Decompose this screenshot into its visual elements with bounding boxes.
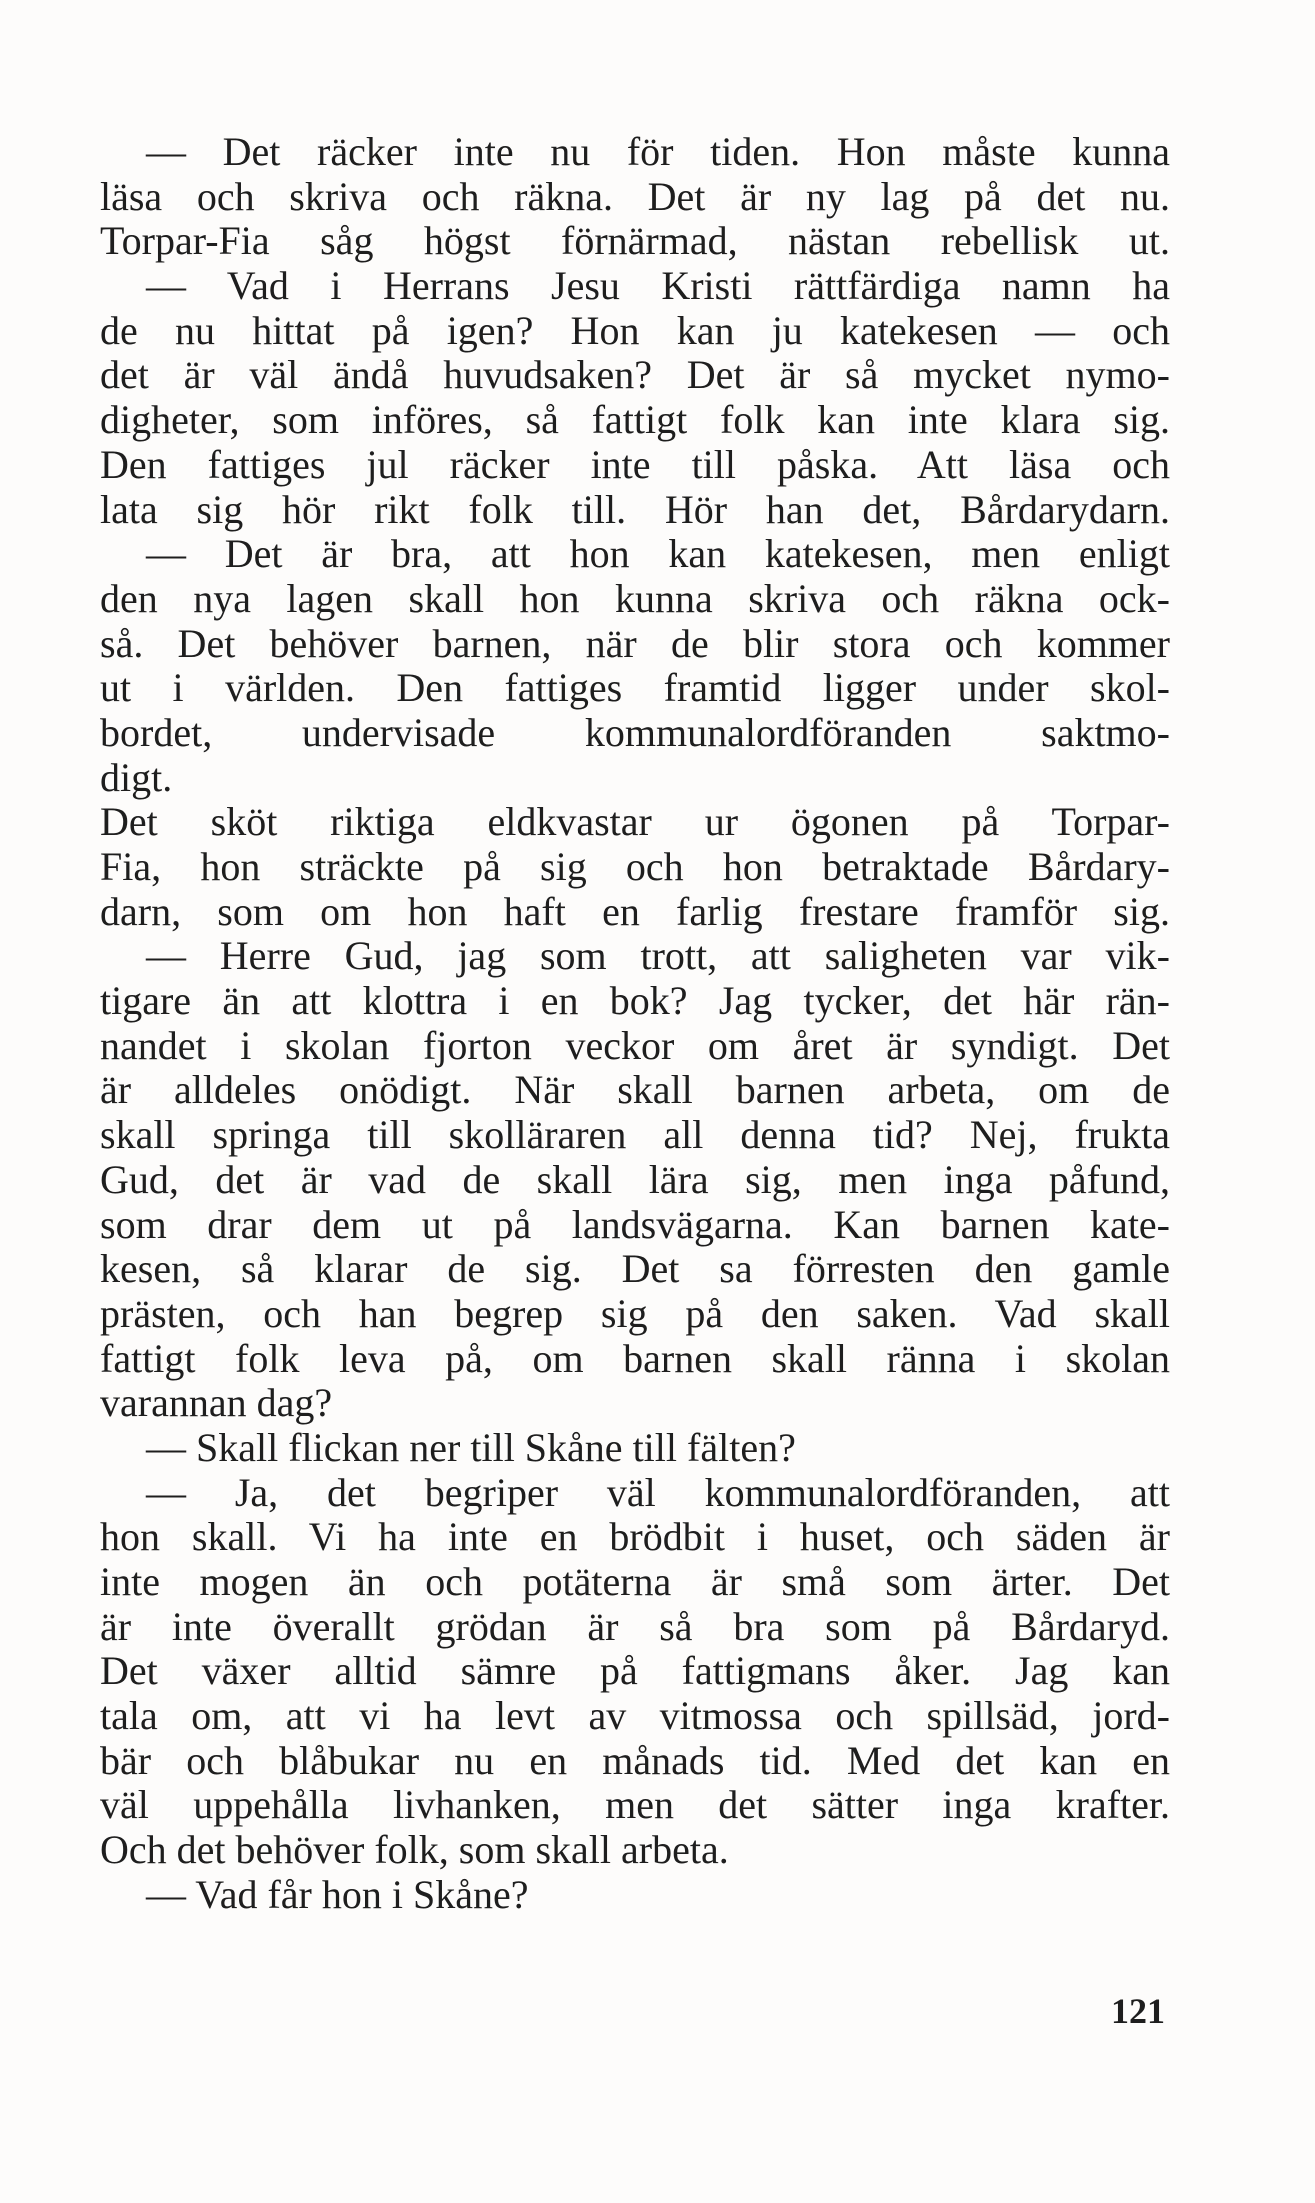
text-line: fattigt folk leva på, om barnen skall ränna i skolan (100, 1335, 1170, 1381)
text-line: som drar dem ut på landsvägarna. Kan barnen kate- (100, 1201, 1170, 1247)
text-line: bär och blåbukar nu en månads tid. Med det kan en (100, 1737, 1170, 1783)
text-line: Torpar-Fia såg högst förnärmad, nästan rebellisk ut. (100, 218, 1170, 264)
text-line: tala om, att vi ha levt av vitmossa och spillsäd, jord- (100, 1693, 1170, 1739)
text-line: Det växer alltid sämre på fattigmans åker. Jag kan (100, 1648, 1170, 1694)
body-text (100, 130, 1170, 1918)
text-line: Fia, hon sträckte på sig och hon betraktade Bårdary- (100, 844, 1170, 889)
text-line: — Vad i Herrans Jesu Kristi rättfärdiga namn ha (146, 263, 1170, 309)
text-line: — Skall flickan ner till Skåne till fälten? (146, 1424, 796, 1470)
text-line: är inte överallt grödan är så bra som på Bårdaryd. (100, 1603, 1170, 1649)
text-line: — Ja, det begriper väl kommunalordföranden, att (146, 1469, 1170, 1515)
text-line: digt. (100, 754, 173, 800)
text-line: bordet, undervisade kommunalordföranden saktmo- (100, 709, 1170, 755)
text-line: den nya lagen skall hon kunna skriva och räkna ock- (100, 575, 1170, 621)
text-line: — Det är bra, att hon kan katekesen, men enligt (146, 531, 1170, 577)
text-line: darn, som om hon haft en farlig frestare framför sig. (100, 888, 1170, 934)
text-line: läsa och skriva och räkna. Det är ny lag på det nu. (100, 173, 1170, 219)
text-line: inte mogen än och potäterna är små som ärter. Det (100, 1559, 1170, 1604)
text-line: hon skall. Vi ha inte en brödbit i huset, och säden är (100, 1514, 1170, 1560)
text-line: kesen, så klarar de sig. Det sa förresten den gamle (100, 1246, 1170, 1292)
text-line: Det sköt riktiga eldkvastar ur ögonen på Torpar- (100, 799, 1170, 845)
text-line: tigare än att klottra i en bok? Jag tycker, det här rän- (100, 978, 1170, 1024)
text-line: ut i världen. Den fattiges framtid ligger under skol- (100, 665, 1170, 711)
text-line: det är väl ändå huvudsaken? Det är så mycket nymo- (100, 352, 1170, 398)
text-line: Den fattiges jul räcker inte till påska. Att läsa och (100, 441, 1170, 487)
text-line: — Det räcker inte nu för tiden. Hon måste kunna (146, 129, 1170, 174)
text-line: Och det behöver folk, som skall arbeta. (100, 1827, 729, 1873)
text-line: digheter, som införes, så fattigt folk kan inte klara sig. (100, 397, 1170, 443)
text-line: väl uppehålla livhanken, men det sätter inga krafter. (100, 1782, 1170, 1828)
text-line: är alldeles onödigt. När skall barnen arbeta, om de (100, 1067, 1170, 1113)
text-line: de nu hittat på igen? Hon kan ju katekesen — och (100, 307, 1170, 353)
text-line: nandet i skolan fjorton veckor om året är syndigt. Det (100, 1022, 1170, 1068)
text-line: — Vad får hon i Skåne? (146, 1871, 529, 1917)
text-line: varannan dag? (100, 1380, 333, 1426)
text-line: skall springa till skolläraren all denna tid? Nej, frukta (100, 1112, 1170, 1158)
page-number: 121 (1111, 1991, 1165, 2031)
text-line: Gud, det är vad de skall lära sig, men inga påfund, (100, 1156, 1170, 1202)
text-line: så. Det behöver barnen, när de blir stora och kommer (100, 620, 1170, 666)
text-line: prästen, och han begrep sig på den saken. Vad skall (100, 1290, 1170, 1336)
text-line: — Herre Gud, jag som trott, att saligheten var vik- (146, 933, 1170, 979)
text-line: lata sig hör rikt folk till. Hör han det, Bårdarydarn. (100, 486, 1170, 532)
